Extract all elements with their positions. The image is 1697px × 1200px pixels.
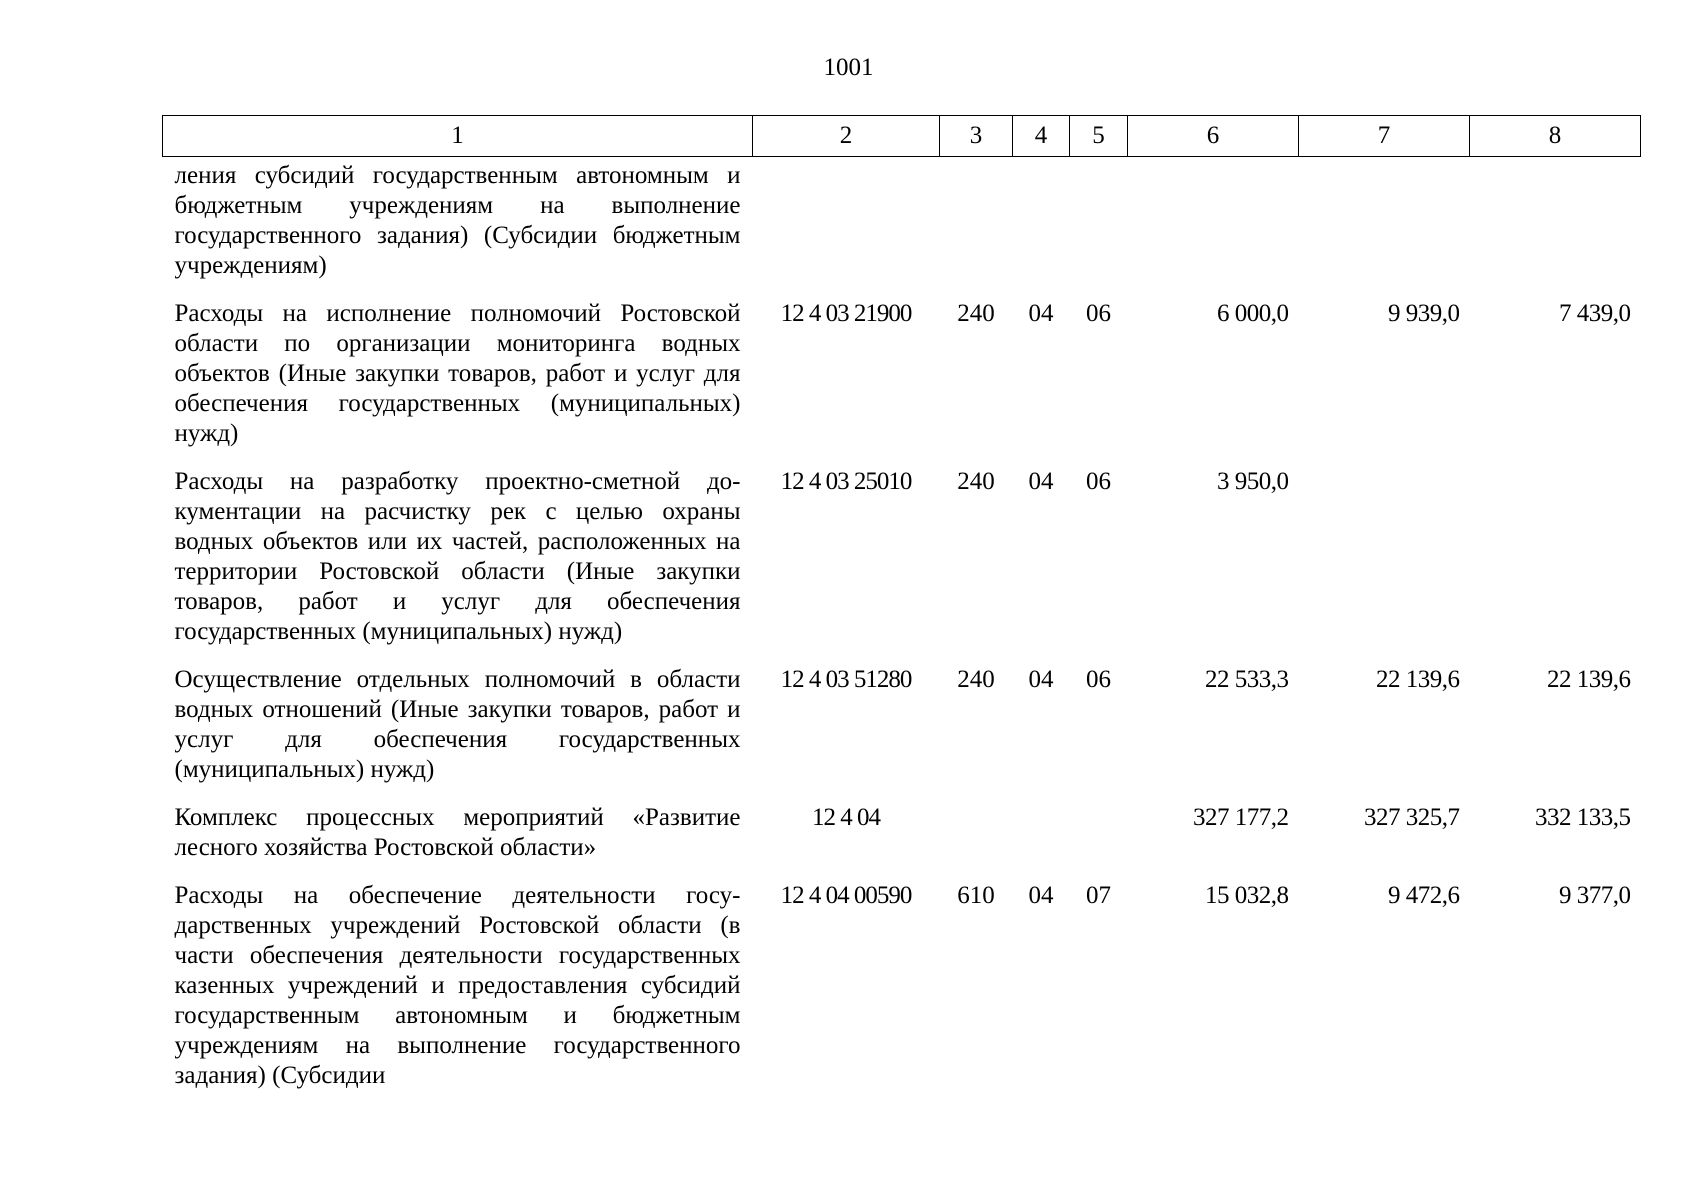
table-row: [163, 875, 1641, 1103]
target-article-code: 12 4 03 21900: [780, 300, 912, 327]
amount-col-6: 327 177,2: [1193, 804, 1289, 831]
row-description: Осуществление отдельных полномочий в области водных отношений (Иные закупки товаров, работ и услуг для обеспечения государственных (муниципальных) нужд): [174, 666, 741, 783]
table-row: [163, 293, 1641, 461]
column-header-4: 4: [1013, 116, 1070, 157]
column-header-7: 7: [1299, 116, 1470, 157]
row-description: Комплекс процессных мероприятий «Развитие лесного хозяйства Ростовской области»: [174, 804, 741, 861]
subsection-code: 07: [1086, 882, 1111, 909]
table-header: [163, 116, 1641, 157]
amount-col-6: 3 950,0: [1217, 468, 1289, 495]
target-article-code: 12 4 03 51280: [780, 666, 912, 693]
amount-col-8: 9 377,0: [1559, 882, 1631, 909]
amount-col-6: 22 533,3: [1205, 666, 1289, 693]
section-code: 04: [1028, 882, 1054, 909]
expense-type-code: 610: [957, 882, 995, 909]
target-article-code: 12 4 03 25010: [780, 468, 912, 495]
section-code: [1013, 797, 1070, 875]
expense-type-code: [940, 797, 1013, 875]
amount-col-8: [1470, 157, 1641, 294]
subsection-code: [1070, 157, 1128, 294]
expense-type-code: [940, 157, 1013, 294]
subsection-code: 06: [1086, 300, 1111, 327]
table-row: [163, 797, 1641, 875]
column-header-2: 2: [753, 116, 940, 157]
expense-type-code: 240: [957, 468, 995, 495]
subsection-code: 06: [1086, 468, 1111, 495]
amount-col-7: 9 472,6: [1388, 882, 1460, 909]
amount-col-7: 327 325,7: [1364, 804, 1460, 831]
column-header-5: 5: [1070, 116, 1128, 157]
amount-col-7: [1299, 461, 1470, 659]
expense-type-code: 240: [957, 666, 995, 693]
section-code: 04: [1028, 468, 1054, 495]
row-description: Расходы на обеспечение деятельности государственных учреждений Ростовской области (в части обеспечения деятельности государственных казенных учреждений и предоставления субсидий государственным автономным и бюджетным учреждениям на выполнение государственного задания) (Субсидии: [174, 882, 741, 1089]
budget-table: [162, 115, 1641, 1103]
subsection-code: 06: [1086, 666, 1111, 693]
amount-col-6: 15 032,8: [1205, 882, 1289, 909]
table-row: [163, 157, 1641, 294]
table-body: [163, 157, 1641, 1104]
target-article-code: 12 4 04 00590: [780, 882, 912, 909]
amount-col-6: [1128, 157, 1299, 294]
target-article-code: [753, 157, 940, 294]
column-header-8: 8: [1470, 116, 1641, 157]
amount-col-7: [1299, 157, 1470, 294]
amount-col-7: 22 139,6: [1376, 666, 1460, 693]
column-header-6: 6: [1128, 116, 1299, 157]
section-code: [1013, 157, 1070, 294]
row-description: Расходы на исполнение полномочий Ростовской области по организации мониторинга водных объектов (Иные закупки товаров, работ и услуг для обеспечения государственных (муниципальных) нужд): [174, 300, 741, 447]
subsection-code: [1070, 797, 1128, 875]
amount-col-7: 9 939,0: [1388, 300, 1460, 327]
table-row: [163, 659, 1641, 797]
amount-col-6: 6 000,0: [1217, 300, 1289, 327]
amount-col-8: 332 133,5: [1535, 804, 1631, 831]
expense-type-code: 240: [957, 300, 995, 327]
amount-col-8: 22 139,6: [1547, 666, 1631, 693]
page-number: 1001: [823, 54, 874, 81]
row-description: Расходы на разработку проектно-сметной документации на расчистку рек с целью охраны водных объектов или их частей, расположенных на территории Ростовской области (Иные закупки товаров, работ и услуг для обеспечения государственных (муниципальных) нужд): [174, 468, 741, 645]
amount-col-8: [1470, 461, 1641, 659]
table-row: [163, 461, 1641, 659]
section-code: 04: [1028, 300, 1054, 327]
header-row: [163, 116, 1641, 157]
column-header-1: 1: [163, 116, 753, 157]
column-header-3: 3: [940, 116, 1013, 157]
target-article-code: 12 4 04: [812, 804, 880, 831]
row-description: ления субсидий государственным автономным и бюджетным учреждениям на выполнение государственного задания) (Субсидии бюджетным учреждениям): [174, 162, 741, 279]
section-code: 04: [1028, 666, 1054, 693]
amount-col-8: 7 439,0: [1559, 300, 1631, 327]
